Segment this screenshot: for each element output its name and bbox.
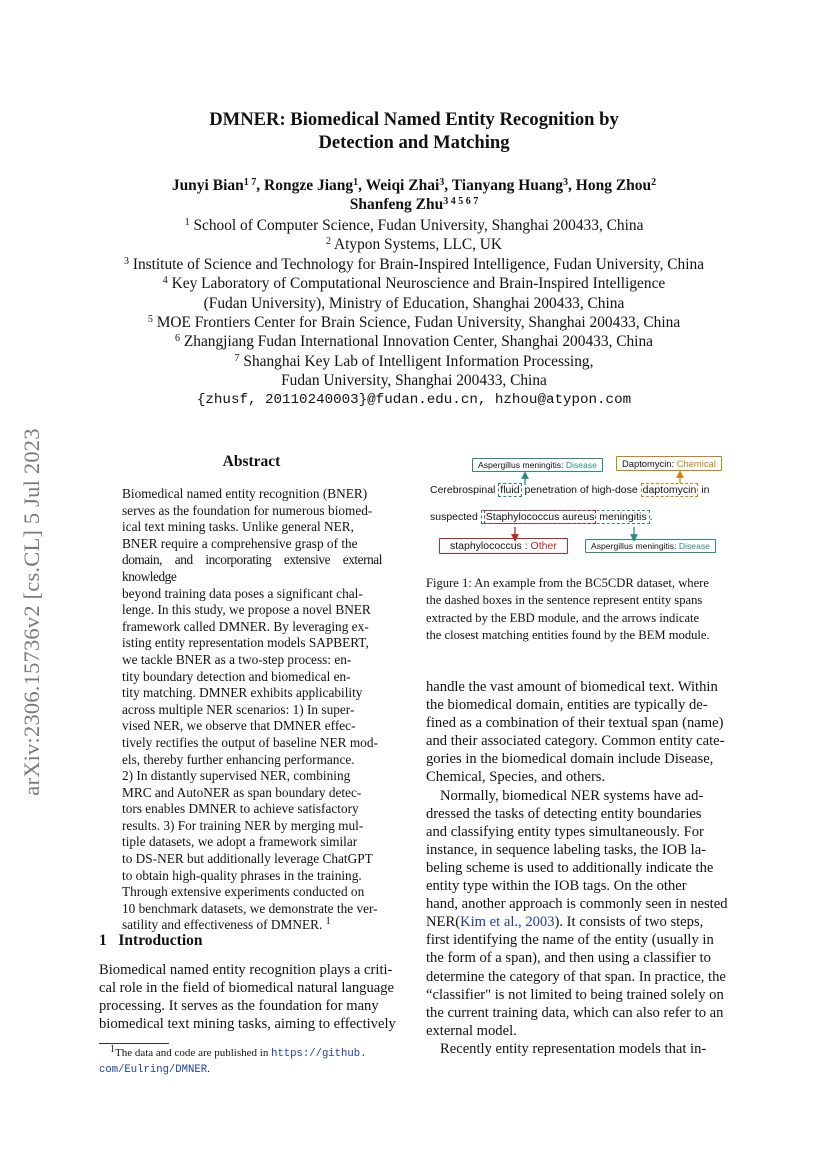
right-column-text: handle the vast amount of biomedical text. Within the biomedical domain, entities are typically de- fined as a combination of their textual span (name) and their associated category. Common entity cate- gories in the biomedical domain include Disease, Chemical, Species, and others. Normally, biomedical NER systems have ad- dressed the tasks of detecting entity boundaries and classifying entity types simultaneously. For instance, in sequence labeling tasks, the IOB la- beling scheme is used to additionally indicate the entity type within the IOB tags. On the other hand, another approach is commonly seen in nested NER(Kim et al., 2003). It consists of two steps, first identifying the name of the entity (usually in the form of a span), and then using a classifier to determine the category of that span. In practice, the “classifier" is not limited to being trained solely on the current training data, which can also refer to an external model. Recently entity representation models that in-: [426, 678, 732, 1058]
figure-1: [420, 452, 740, 568]
arxiv-stamp: arXiv:2306.15736v2 [cs.CL] 5 Jul 2023: [19, 428, 44, 796]
section-heading: 1 Introduction: [99, 932, 203, 949]
affiliation: $^6$ Zhangjiang Fudan International Innovation Center, Shanghai 200433, China: [175, 333, 653, 351]
github-link[interactable]: https://github.: [271, 1048, 367, 1060]
entity-box-aspergillus-top: Aspergillus meningitis: Disease: [472, 458, 603, 472]
email-line: {zhusf, 20110240003}@fudan.edu.cn, hzhou@atypon.com: [196, 391, 632, 408]
intro-paragraph: Biomedical named entity recognition plays a criti- cal role in the field of biomedical natural language processing. It serves as the foundation for many biomedical text mining tasks, aiming to effectively: [99, 962, 396, 1033]
affiliations: [0, 216, 828, 410]
author-list: [0, 176, 828, 214]
affiliation: $^1$ School of Computer Science, Fudan University, Shanghai 200433, China: [184, 217, 644, 234]
abstract-heading: Abstract: [222, 453, 281, 470]
figure-caption: Figure 1: An example from the BC5CDR dataset, where the dashed boxes in the sentence represent entity spans extracted by the EBD module, and the arrows indicate the closest matching entities found by the BEM module.: [426, 576, 710, 643]
affiliation: $^3$ Institute of Science and Technology for Brain-Inspired Intelligence, Fudan University, China: [123, 255, 705, 273]
citation-link[interactable]: Kim et al., 2003: [460, 914, 555, 931]
affiliation: $^5$ MOE Frontiers Center for Brain Science, Fudan University, Shanghai 200433, China: [147, 314, 681, 332]
author-line-1: Junyi Bian$^{1 7}$, Rongze Jiang$^1$, Weiqi Zhai$^3$, Tianyang Huang$^3$, Hong Zhou$^2$: [171, 177, 657, 194]
github-link-cont[interactable]: com/Eulring/DMNER: [99, 1063, 208, 1076]
author-line-2: Shanfeng Zhu$^{3 4 5 6 7}$: [349, 196, 479, 213]
figure-sentence-2: suspected Staphylococcus aureus meningitis .: [430, 511, 653, 523]
footnote-mark: 1: [325, 916, 331, 928]
affiliation: Fudan University, Shanghai 200433, China: [281, 372, 547, 390]
entity-box-staphylococcus: staphylococcus : Other: [439, 538, 568, 554]
affiliation: $^2$ Atypon Systems, LLC, UK: [325, 236, 503, 254]
entity-box-daptomycin: Daptomycin: Chemical: [616, 456, 722, 471]
footnote: $^1$The data and code are published in https://github. com/Eulring/DMNER.: [99, 1044, 367, 1076]
abstract-body: Biomedical named entity recognition (BNER) serves as the foundation for numerous biomed- ical text mining tasks. Unlike general NER, BNER require a comprehensive grasp of the domain, and incorporating extensive external knowledge beyond training data poses a significant chal- lenge. In this study, we propose a novel BNER framework called DMNER. By leveraging ex- isting entity representation models SAPBERT, we tackle BNER as a two-step process: en- tity boundary detection and biomedical en- tity matching. DMNER exhibits applicability across multiple NER scenarios: 1) In super- vised NER, we observe that DMNER effec- tively rectifies the output of baseline NER mod- els, thereby further enhancing performance. 2) In distantly supervised NER, combining MRC and AutoNER as span boundary detec- tors enables DMNER to achieve satisfactory results. 3) For training NER by merging mul- tiple datasets, we adopt a framework similar to DS-NER but additionally leverage ChatGPT to obtain high-quality phrases in the training. Through extensive experiments conducted on 10 benchmark datasets, we demonstrate the ver- satility and effectiveness of DMNER. $^1$: [122, 486, 382, 933]
citation-line: NER(Kim et al., 2003). It consists of two steps,: [426, 914, 704, 931]
entity-box-aspergillus-bottom: Aspergillus meningitis: Disease: [585, 539, 716, 553]
paper-title: DMNER: Biomedical Named Entity Recognition by Detection and Matching: [209, 109, 619, 153]
affiliation: (Fudan University), Ministry of Education, Shanghai 200433, China: [203, 294, 625, 312]
figure-sentence-1: Cerebrospinal fluid penetration of high-dose daptomycin in: [430, 484, 710, 496]
affiliation: $^4$ Key Laboratory of Computational Neuroscience and Brain-Inspired Intelligence: [162, 275, 666, 293]
affiliation: $^7$ Shanghai Key Lab of Intelligent Information Processing,: [234, 352, 594, 370]
